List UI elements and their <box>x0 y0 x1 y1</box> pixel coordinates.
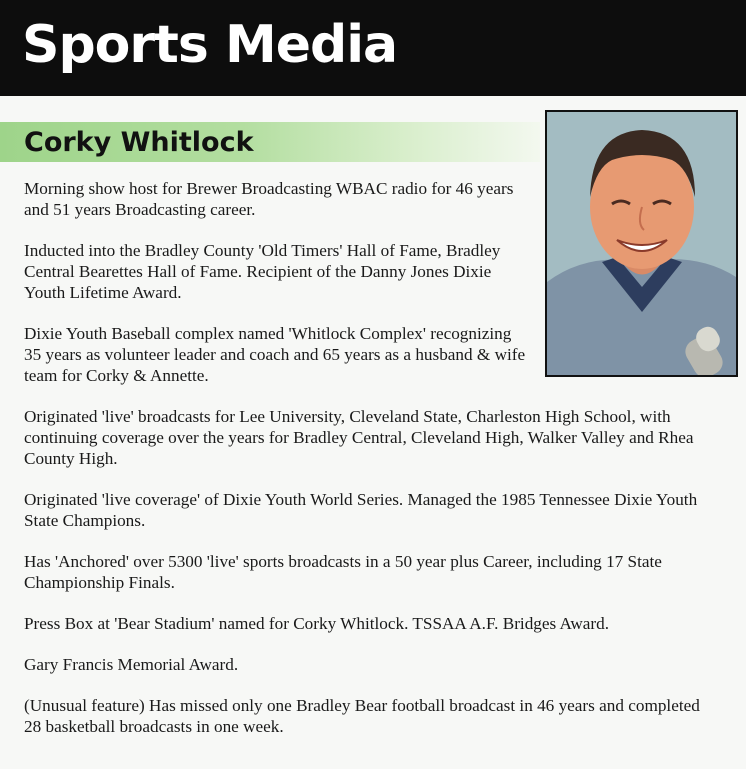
bio-paragraph: Inducted into the Bradley County 'Old Timers' Hall of Fame, Bradley Central Bearettes Hall of Fame. Recipient of the Danny Jones Dixie Youth Lifetime Award. <box>24 241 501 302</box>
bio-paragraph: Originated 'live' broadcasts for Lee University, Cleveland State, Charleston High School, with continuing coverage over the years for Bradley Central, Cleveland High, Walker Valley and Rhea County High. <box>24 407 694 468</box>
name-bar <box>0 122 540 162</box>
bio-paragraph: (Unusual feature) Has missed only one Bradley Bear football broadcast in 46 years and completed 28 basketball broadcasts in one week. <box>24 696 700 736</box>
person-name: Corky Whitlock <box>24 127 254 158</box>
bio-paragraph: Morning show host for Brewer Broadcasting WBAC radio for 46 years and 51 years Broadcasting career. <box>24 179 514 219</box>
page-title: Sports Media <box>22 15 398 75</box>
bio-paragraph: Gary Francis Memorial Award. <box>24 655 239 674</box>
bio-paragraph: Originated 'live coverage' of Dixie Youth World Series. Managed the 1985 Tennessee Dixie Youth State Champions. <box>24 490 698 530</box>
bio-paragraph: Press Box at 'Bear Stadium' named for Corky Whitlock. TSSAA A.F. Bridges Award. <box>24 614 610 633</box>
bio-paragraph: Dixie Youth Baseball complex named 'Whitlock Complex' recognizing 35 years as volunteer leader and coach and 65 years as a husband & wife team for Corky & Annette. <box>24 324 526 385</box>
header-banner <box>0 0 746 96</box>
biography <box>24 178 714 757</box>
bio-paragraph: Has 'Anchored' over 5300 'live' sports broadcasts in a 50 year plus Career, including 17 State Championship Finals. <box>24 552 662 592</box>
